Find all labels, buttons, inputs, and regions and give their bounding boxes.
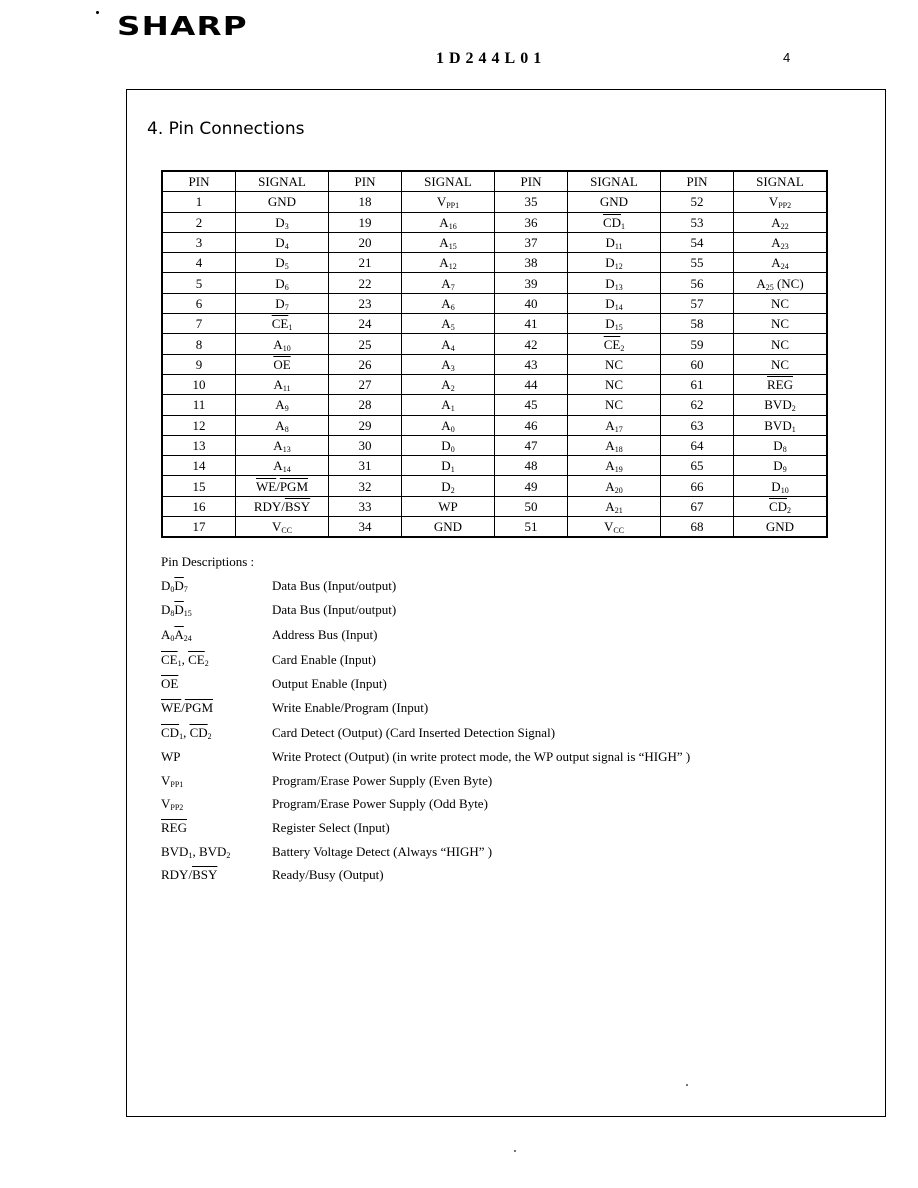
signal-cell: RDY/$\overline{BSY}$ <box>236 496 329 516</box>
pin-description-signal: $\overline{WE}/\overline{PGM}$ <box>161 700 214 715</box>
signal-cell: $A_9$ <box>236 395 329 415</box>
pin-number-cell: 11 <box>162 395 236 415</box>
signal-cell: $D_{15}$ <box>568 314 661 334</box>
table-row <box>162 476 827 496</box>
signal-cell: $D_{10}$ <box>734 476 828 496</box>
pin-number-cell: 38 <box>495 253 568 273</box>
signal-cell: $A_{20}$ <box>568 476 661 496</box>
header-signal: SIGNAL <box>734 171 828 192</box>
pin-number-cell: 2 <box>162 212 236 232</box>
pin-description-text: Register Select (Input) <box>272 820 390 835</box>
section-title: 4. Pin Connections <box>147 119 305 139</box>
pin-number-cell: 7 <box>162 314 236 334</box>
signal-cell: NC <box>568 374 661 394</box>
signal-cell: $D_1$ <box>402 456 495 476</box>
pin-description-signal: $\overline{CD}_1$, $\overline{CD}_2$ <box>161 725 212 741</box>
pin-number-cell: 64 <box>661 435 734 455</box>
pin-number-cell: 8 <box>162 334 236 354</box>
signal-cell: GND <box>734 517 828 538</box>
signal-cell: $D_{11}$ <box>568 232 661 252</box>
pin-description-signal: $\overline{CE}_1$, $\overline{CE}_2$ <box>161 652 209 668</box>
signal-cell: $D_7$ <box>236 293 329 313</box>
pin-number-cell: 30 <box>329 435 402 455</box>
pin-number-cell: 61 <box>661 374 734 394</box>
signal-cell: $A_2$ <box>402 374 495 394</box>
table-row <box>162 395 827 415</box>
pin-number-cell: 28 <box>329 395 402 415</box>
pin-number-cell: 51 <box>495 517 568 538</box>
signal-cell: NC <box>734 354 828 374</box>
pin-number-cell: 17 <box>162 517 236 538</box>
pin-description-signal: $\overline{OE}$ <box>161 676 179 691</box>
scan-speck <box>686 1084 688 1086</box>
pin-number-cell: 63 <box>661 415 734 435</box>
pin-description-text: Write Enable/Program (Input) <box>272 700 429 715</box>
signal-cell: $A_{19}$ <box>568 456 661 476</box>
pin-number-cell: 32 <box>329 476 402 496</box>
signal-cell: $V_{CC}$ <box>568 517 661 538</box>
pin-number-cell: 23 <box>329 293 402 313</box>
pin-number-cell: 24 <box>329 314 402 334</box>
pin-number-cell: 45 <box>495 395 568 415</box>
pin-number-cell: 5 <box>162 273 236 293</box>
signal-cell: $A_{25}$ (NC) <box>734 273 828 293</box>
table-row <box>162 232 827 252</box>
pin-number-cell: 26 <box>329 354 402 374</box>
pin-number-cell: 68 <box>661 517 734 538</box>
pin-number-cell: 1 <box>162 192 236 212</box>
signal-cell: $D_5$ <box>236 253 329 273</box>
signal-cell: GND <box>568 192 661 212</box>
pin-number-cell: 37 <box>495 232 568 252</box>
table-row <box>162 192 827 212</box>
signal-cell: NC <box>734 334 828 354</box>
pin-number-cell: 34 <box>329 517 402 538</box>
signal-cell: NC <box>568 354 661 374</box>
document-id: 1D244L01 <box>436 50 547 67</box>
pin-number-cell: 25 <box>329 334 402 354</box>
pin-number-cell: 31 <box>329 456 402 476</box>
signal-cell: $A_{21}$ <box>568 496 661 516</box>
pin-description-text: Program/Erase Power Supply (Even Byte) <box>272 773 493 788</box>
pin-number-cell: 20 <box>329 232 402 252</box>
signal-cell: $BVD_1$ <box>734 415 828 435</box>
signal-cell: $A_{15}$ <box>402 232 495 252</box>
pin-number-cell: 19 <box>329 212 402 232</box>
pin-description-text: Data Bus (Input/output) <box>272 578 397 593</box>
table-row <box>162 212 827 232</box>
table-row <box>162 435 827 455</box>
pin-description-text: Program/Erase Power Supply (Odd Byte) <box>272 796 488 811</box>
signal-cell: $A_7$ <box>402 273 495 293</box>
signal-cell: $A_{12}$ <box>402 253 495 273</box>
signal-cell: $A_{11}$ <box>236 374 329 394</box>
pin-number-cell: 9 <box>162 354 236 374</box>
signal-cell: $D_3$ <box>236 212 329 232</box>
pin-number-cell: 6 <box>162 293 236 313</box>
table-row <box>162 293 827 313</box>
signal-cell: $A_8$ <box>236 415 329 435</box>
header-signal: SIGNAL <box>236 171 329 192</box>
content-frame-right-edge <box>885 89 886 1116</box>
pin-number-cell: 41 <box>495 314 568 334</box>
pin-description-text: Battery Voltage Detect (Always “HIGH” ) <box>272 844 493 859</box>
pin-description-text: Address Bus (Input) <box>272 627 378 642</box>
pin-description-signal: RDY/$\overline{BSY}$ <box>161 867 218 882</box>
signal-cell: $A_{23}$ <box>734 232 828 252</box>
signal-cell: NC <box>734 314 828 334</box>
table-row <box>162 354 827 374</box>
signal-cell: $D_4$ <box>236 232 329 252</box>
signal-cell: $V_{PP1}$ <box>402 192 495 212</box>
signal-cell: $A_1$ <box>402 395 495 415</box>
pin-number-cell: 57 <box>661 293 734 313</box>
pin-number-cell: 22 <box>329 273 402 293</box>
signal-cell: $A_{13}$ <box>236 435 329 455</box>
signal-cell: NC <box>734 293 828 313</box>
table-row <box>162 374 827 394</box>
pin-number-cell: 14 <box>162 456 236 476</box>
pin-number-cell: 27 <box>329 374 402 394</box>
header-pin: PIN <box>329 171 402 192</box>
pin-number-cell: 35 <box>495 192 568 212</box>
signal-cell: $A_{16}$ <box>402 212 495 232</box>
pin-number-cell: 43 <box>495 354 568 374</box>
header-signal: SIGNAL <box>568 171 661 192</box>
pin-number-cell: 21 <box>329 253 402 273</box>
signal-cell: $D_{14}$ <box>568 293 661 313</box>
pin-description-text: Output Enable (Input) <box>272 676 387 691</box>
pin-number-cell: 60 <box>661 354 734 374</box>
pin-number-cell: 67 <box>661 496 734 516</box>
pin-number-cell: 15 <box>162 476 236 496</box>
pin-description-signal: $\overline{REG}$ <box>161 820 187 835</box>
signal-cell: $V_{CC}$ <box>236 517 329 538</box>
signal-cell: $A_{22}$ <box>734 212 828 232</box>
pin-description-text: Card Detect (Output) (Card Inserted Detection Signal) <box>272 725 556 740</box>
pin-number-cell: 40 <box>495 293 568 313</box>
signal-cell: $A_0$ <box>402 415 495 435</box>
pin-number-cell: 65 <box>661 456 734 476</box>
header-pin: PIN <box>495 171 568 192</box>
signal-cell: $\overline{WE}/\overline{PGM}$ <box>236 476 329 496</box>
pin-number-cell: 36 <box>495 212 568 232</box>
signal-cell: $\overline{CE}_2$ <box>568 334 661 354</box>
signal-cell: $D_{12}$ <box>568 253 661 273</box>
table-header-row <box>162 171 827 192</box>
table-row <box>162 273 827 293</box>
table-row <box>162 456 827 476</box>
signal-cell: $A_{24}$ <box>734 253 828 273</box>
signal-cell: $A_{18}$ <box>568 435 661 455</box>
pin-number-cell: 53 <box>661 212 734 232</box>
signal-cell: $D_2$ <box>402 476 495 496</box>
header-pin: PIN <box>162 171 236 192</box>
signal-cell: $BVD_2$ <box>734 395 828 415</box>
pin-description-signal: $D_8\overline{D}_{15}$ <box>161 602 192 618</box>
table-row <box>162 496 827 516</box>
signal-cell: GND <box>402 517 495 538</box>
signal-cell: NC <box>568 395 661 415</box>
signal-cell: $A_{14}$ <box>236 456 329 476</box>
pin-description-signal: WP <box>161 749 181 764</box>
pin-number-cell: 59 <box>661 334 734 354</box>
signal-cell: $\overline{CD}_1$ <box>568 212 661 232</box>
pin-table-body <box>162 192 827 538</box>
signal-cell: $V_{PP2}$ <box>734 192 828 212</box>
pin-number-cell: 46 <box>495 415 568 435</box>
pin-description-signal: $V_{PP2}$ <box>161 796 184 812</box>
sharp-logo: SHARP <box>117 12 248 42</box>
header-signal: SIGNAL <box>402 171 495 192</box>
pin-description-text: Card Enable (Input) <box>272 652 376 667</box>
signal-cell: $\overline{OE}$ <box>236 354 329 374</box>
signal-cell: $A_3$ <box>402 354 495 374</box>
pin-number-cell: 48 <box>495 456 568 476</box>
pin-description-signal: $V_{PP1}$ <box>161 773 184 789</box>
signal-cell: WP <box>402 496 495 516</box>
page-number: 4 <box>783 50 791 65</box>
signal-cell: $D_{13}$ <box>568 273 661 293</box>
pin-number-cell: 33 <box>329 496 402 516</box>
pin-number-cell: 58 <box>661 314 734 334</box>
signal-cell: $D_9$ <box>734 456 828 476</box>
table-row <box>162 253 827 273</box>
pin-number-cell: 10 <box>162 374 236 394</box>
pin-number-cell: 42 <box>495 334 568 354</box>
pin-description-signal: $A_0\overline{A}_{24}$ <box>161 627 192 643</box>
pin-description-text: Write Protect (Output) (in write protect mode, the WP output signal is “HIGH” ) <box>272 749 691 764</box>
pin-number-cell: 55 <box>661 253 734 273</box>
header-pin: PIN <box>661 171 734 192</box>
signal-cell: $A_5$ <box>402 314 495 334</box>
signal-cell: $A_6$ <box>402 293 495 313</box>
pin-number-cell: 18 <box>329 192 402 212</box>
pin-number-cell: 47 <box>495 435 568 455</box>
signal-cell: $A_4$ <box>402 334 495 354</box>
pin-description-text: Ready/Busy (Output) <box>272 867 384 882</box>
table-row <box>162 314 827 334</box>
signal-cell: $A_{17}$ <box>568 415 661 435</box>
signal-cell: $\overline{REG}$ <box>734 374 828 394</box>
table-row <box>162 334 827 354</box>
table-row <box>162 415 827 435</box>
pin-number-cell: 39 <box>495 273 568 293</box>
pin-number-cell: 62 <box>661 395 734 415</box>
pin-number-cell: 50 <box>495 496 568 516</box>
pin-description-signal: $D_0\overline{D}_7$ <box>161 578 188 594</box>
pin-number-cell: 4 <box>162 253 236 273</box>
pin-number-cell: 44 <box>495 374 568 394</box>
pin-number-cell: 29 <box>329 415 402 435</box>
table-row <box>162 517 827 538</box>
signal-cell: GND <box>236 192 329 212</box>
pin-number-cell: 13 <box>162 435 236 455</box>
pin-number-cell: 66 <box>661 476 734 496</box>
signal-cell: $A_{10}$ <box>236 334 329 354</box>
pin-description-signal: $BVD_1$, $BVD_2$ <box>161 844 231 860</box>
signal-cell: $D_0$ <box>402 435 495 455</box>
pin-number-cell: 12 <box>162 415 236 435</box>
scan-speck <box>514 1150 516 1152</box>
pin-number-cell: 49 <box>495 476 568 496</box>
pin-number-cell: 54 <box>661 232 734 252</box>
pin-descriptions-title: Pin Descriptions : <box>161 554 255 569</box>
pin-number-cell: 3 <box>162 232 236 252</box>
signal-cell: $D_6$ <box>236 273 329 293</box>
pin-number-cell: 56 <box>661 273 734 293</box>
signal-cell: $D_8$ <box>734 435 828 455</box>
signal-cell: $\overline{CE}_1$ <box>236 314 329 334</box>
pin-description-text: Data Bus (Input/output) <box>272 602 397 617</box>
pin-number-cell: 16 <box>162 496 236 516</box>
signal-cell: $\overline{CD}_2$ <box>734 496 828 516</box>
scan-speck <box>96 11 99 14</box>
pin-connections-table <box>161 170 828 538</box>
pin-number-cell: 52 <box>661 192 734 212</box>
